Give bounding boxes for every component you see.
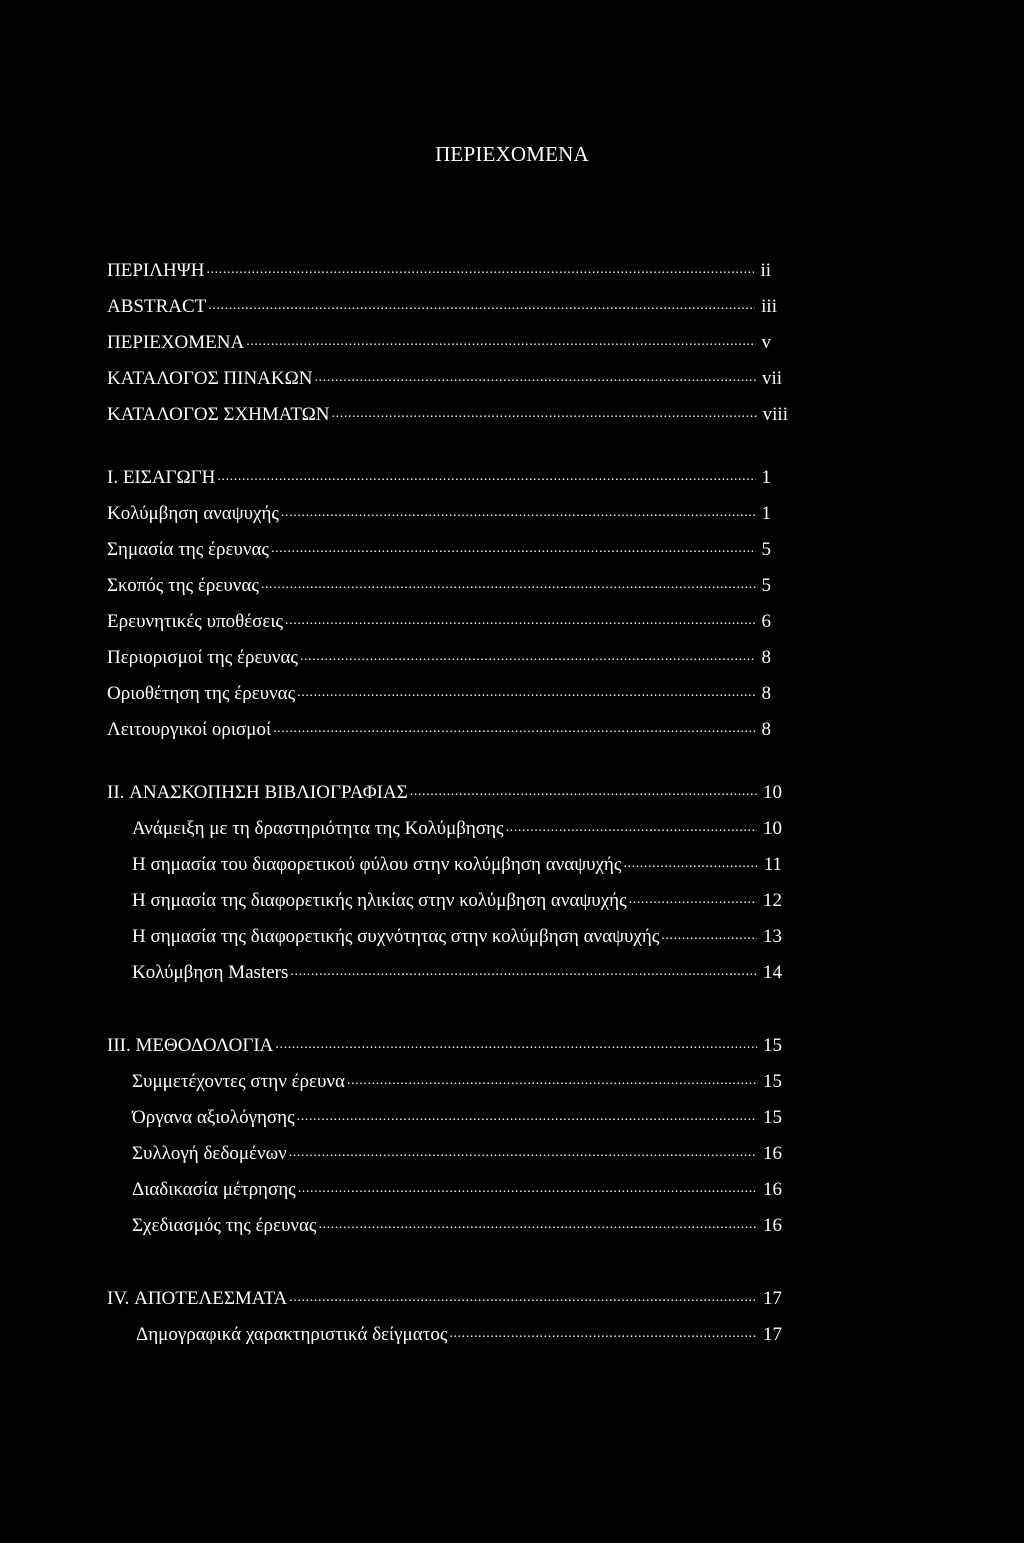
dot-leader bbox=[623, 854, 757, 876]
dot-leader bbox=[261, 575, 756, 597]
toc-entry-page: iii bbox=[761, 296, 777, 317]
toc-entry-page: 16 bbox=[763, 1179, 782, 1200]
dot-leader bbox=[318, 1215, 757, 1237]
toc-entry-label: Ερευνητικές υποθέσεις bbox=[107, 611, 284, 632]
toc-section[interactable] bbox=[132, 920, 782, 948]
toc-entry-front-matter[interactable] bbox=[107, 326, 771, 354]
toc-entry-page: 15 bbox=[763, 1107, 782, 1128]
toc-entry-page: 17 bbox=[763, 1288, 782, 1309]
toc-entry-front-matter[interactable] bbox=[107, 254, 771, 282]
toc-entry-front-matter[interactable] bbox=[107, 398, 788, 426]
toc-entry-label: Κολύμβηση αναψυχής bbox=[107, 503, 279, 524]
toc-section[interactable] bbox=[107, 533, 771, 561]
toc-section[interactable] bbox=[107, 605, 771, 633]
toc-section[interactable] bbox=[132, 1173, 782, 1201]
toc-section[interactable] bbox=[132, 1209, 782, 1237]
toc-entry-label: ΚΑΤΑΛΟΓΟΣ ΠΙΝΑΚΩΝ bbox=[107, 368, 313, 389]
toc-section[interactable] bbox=[132, 884, 782, 912]
dot-leader bbox=[661, 926, 757, 948]
toc-entry-page: ii bbox=[760, 260, 771, 281]
dot-leader bbox=[281, 503, 756, 525]
toc-entry-label: I. ΕΙΣΑΓΩΓΗ bbox=[107, 467, 216, 488]
toc-entry-front-matter[interactable] bbox=[107, 290, 777, 318]
dot-leader bbox=[275, 1035, 757, 1057]
toc-entry-label: ΠΕΡΙΛΗΨΗ bbox=[107, 260, 205, 281]
toc-entry-page: viii bbox=[762, 404, 788, 425]
toc-entry-page: 14 bbox=[763, 962, 782, 983]
toc-entry-page: 12 bbox=[763, 890, 782, 911]
toc-entry-page: 15 bbox=[763, 1071, 782, 1092]
toc-entry-label: Δημογραφικά χαρακτηριστικά δείγματος bbox=[136, 1324, 448, 1345]
toc-entry-label: Συμμετέχοντες στην έρευνα bbox=[132, 1071, 345, 1092]
dot-leader bbox=[206, 260, 754, 282]
toc-entry-label: ΠΕΡΙΕΧΟΜΕΝΑ bbox=[107, 332, 245, 353]
dot-leader bbox=[271, 539, 756, 561]
toc-section[interactable] bbox=[136, 1318, 782, 1346]
toc-entry-page: 5 bbox=[761, 539, 771, 560]
toc-section[interactable] bbox=[132, 956, 782, 984]
dot-leader bbox=[314, 368, 755, 390]
toc-entry-page: 1 bbox=[761, 503, 771, 524]
dot-leader bbox=[217, 467, 755, 489]
dot-leader bbox=[297, 1107, 757, 1129]
dot-leader bbox=[290, 962, 757, 984]
toc-entry-page: 10 bbox=[763, 782, 782, 803]
dot-leader bbox=[410, 782, 757, 804]
dot-leader bbox=[289, 1288, 757, 1310]
toc-section[interactable] bbox=[107, 497, 771, 525]
toc-entry-label: Οριοθέτηση της έρευνας bbox=[107, 683, 296, 704]
toc-section[interactable] bbox=[132, 812, 782, 840]
toc-chapter-4[interactable] bbox=[107, 1282, 782, 1310]
toc-entry-page: 1 bbox=[761, 467, 771, 488]
toc-entry-page: vii bbox=[761, 368, 782, 389]
toc-chapter-3[interactable] bbox=[107, 1029, 782, 1057]
toc-entry-label: IV. ΑΠΟΤΕΛΕΣΜΑΤΑ bbox=[107, 1288, 288, 1309]
toc-entry-page: 16 bbox=[763, 1215, 782, 1236]
toc-entry-label: Η σημασία της διαφορετικής συχνότητας στην κολύμβηση αναψυχής bbox=[132, 926, 660, 947]
toc-entry-label: Ανάμειξη με τη δραστηριότητα της Κολύμβησης bbox=[132, 818, 504, 839]
toc-entry-page: 8 bbox=[761, 683, 771, 704]
toc-entry-page: v bbox=[761, 332, 771, 353]
toc-entry-label: ABSTRACT bbox=[107, 296, 207, 317]
toc-entry-label: Διαδικασία μέτρησης bbox=[132, 1179, 296, 1200]
dot-leader bbox=[347, 1071, 757, 1093]
toc-section[interactable] bbox=[107, 713, 771, 741]
toc-entry-page: 16 bbox=[763, 1143, 782, 1164]
dot-leader bbox=[208, 296, 755, 318]
toc-entry-label: Η σημασία της διαφορετικής ηλικίας στην κολύμβηση αναψυχής bbox=[132, 890, 627, 911]
dot-leader bbox=[332, 404, 757, 426]
dot-leader bbox=[285, 611, 755, 633]
toc-entry-page: 6 bbox=[761, 611, 771, 632]
toc-entry-label: Όργανα αξιολόγησης bbox=[132, 1107, 295, 1128]
dot-leader bbox=[297, 683, 755, 705]
toc-entry-page: 17 bbox=[763, 1324, 782, 1345]
toc-entry-page: 15 bbox=[763, 1035, 782, 1056]
toc-entry-front-matter[interactable] bbox=[107, 362, 782, 390]
toc-entry-label: Λειτουργικοί ορισμοί bbox=[107, 719, 272, 740]
toc-entry-label: Η σημασία του διαφορετικού φύλου στην κολύμβηση αναψυχής bbox=[132, 854, 622, 875]
toc-entry-page: 10 bbox=[763, 818, 782, 839]
toc-entry-label: Σχεδιασμός της έρευνας bbox=[132, 1215, 317, 1236]
toc-chapter-2[interactable] bbox=[107, 776, 782, 804]
toc-section[interactable] bbox=[107, 569, 771, 597]
toc-entry-page: 13 bbox=[763, 926, 782, 947]
toc-entry-page: 5 bbox=[761, 575, 771, 596]
toc-section[interactable] bbox=[132, 1065, 782, 1093]
toc-entry-label: Σκοπός της έρευνας bbox=[107, 575, 259, 596]
dot-leader bbox=[629, 890, 757, 912]
dot-leader bbox=[506, 818, 757, 840]
toc-section[interactable] bbox=[107, 641, 771, 669]
toc-section[interactable] bbox=[107, 677, 771, 705]
toc-entry-label: Κολύμβηση Masters bbox=[132, 962, 289, 983]
toc-entry-label: III. ΜΕΘΟΔΟΛΟΓΙΑ bbox=[107, 1035, 274, 1056]
dot-leader bbox=[298, 1179, 757, 1201]
toc-entry-label: Σημασία της έρευνας bbox=[107, 539, 269, 560]
toc-entry-page: 8 bbox=[761, 647, 771, 668]
toc-section[interactable] bbox=[132, 1101, 782, 1129]
toc-entry-label: Συλλογή δεδομένων bbox=[132, 1143, 287, 1164]
dot-leader bbox=[300, 647, 756, 669]
toc-entry-label: ΚΑΤΑΛΟΓΟΣ ΣΧΗΜΑΤΩΝ bbox=[107, 404, 330, 425]
dot-leader bbox=[449, 1324, 757, 1346]
toc-section[interactable] bbox=[132, 848, 782, 876]
toc-entry-label: Περιορισμοί της έρευνας bbox=[107, 647, 298, 668]
dot-leader bbox=[246, 332, 755, 354]
toc-entry-page: 11 bbox=[763, 854, 782, 875]
toc-chapter-1[interactable] bbox=[107, 461, 771, 489]
toc-entry-page: 8 bbox=[761, 719, 771, 740]
toc-section[interactable] bbox=[132, 1137, 782, 1165]
toc-entry-label: II. ΑΝΑΣΚΟΠΗΣΗ ΒΙΒΛΙΟΓΡΑΦΙΑΣ bbox=[107, 782, 408, 803]
page-title: ΠΕΡΙΕΧΟΜΕΝΑ bbox=[435, 142, 589, 166]
dot-leader bbox=[289, 1143, 757, 1165]
dot-leader bbox=[273, 719, 755, 741]
